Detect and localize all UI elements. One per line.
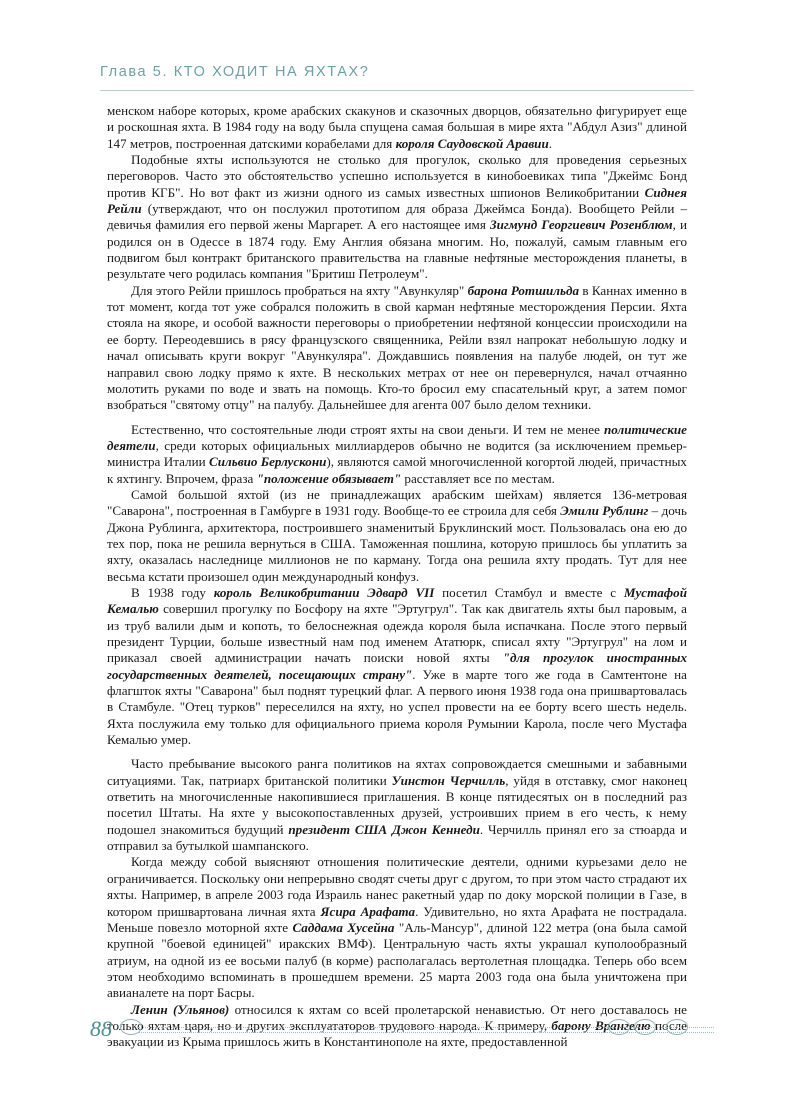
running-title: Глава 5. КТО ХОДИТ НА ЯХТАХ?: [100, 64, 370, 80]
body-paragraph: [107, 152, 687, 283]
body-paragraph: [107, 422, 687, 487]
text-run: . Удивительно, но яхта Арафата не пострадала. Меньше повезло моторной яхте: [107, 903, 688, 935]
text-run: Подобные яхты используются не столько для прогулок, сколько для проведения серьезных переговоров. Часто это обстоятельство успешно используется в кинобоевиках типа "Джеймс Бонд против КГБ". Но вот факт из жизни одного из самых известных шпионов Великобритании: [107, 152, 687, 200]
text-run: ), являются самой многочисленной когортой людей, причастных к яхтингу. Впрочем, фраза: [107, 454, 687, 486]
text-run: Самой большой яхтой (из не принадлежащих арабским шейхам) является 136-метровая "Саварона", построенная в Гамбурге в 1931 году. Вообще-то ее строила для себя: [107, 486, 687, 519]
text-run: относился к яхтам со всей пролетарской ненавистью. От него доставалось не только яхтам царя, но и других эксплуататоров трудового народа. К примеру,: [107, 1001, 687, 1033]
text-run: посетил Стамбул и вместе с: [434, 584, 624, 600]
text-run: , уйдя в отставку, смог наконец ответить на многочисленные накопившиеся приглашения. В конце пятидесятых он в последний раз посетил Штаты. На яхте у высокопоставленных друзей, устроивших прием в его честь, к нему подошел знакомиться будущий: [107, 772, 688, 837]
emphasized-name: политические деятели: [107, 421, 687, 453]
emphasized-name: Ясира Арафата: [320, 903, 416, 919]
text-run: расставляет все по местам.: [401, 470, 555, 486]
page-footer: [80, 1016, 714, 1046]
emphasized-name: Сильвио Берлускони: [209, 454, 327, 470]
text-run: менском наборе которых, кроме арабских скакунов и сказочных дворцов, обязательно фигурирует еще и роскошная яхта. В 1984 году на воду была спущена самая большая в мире яхта "Абдул Азиз" длиной 147 метров, построенная датскими корабелами для: [107, 103, 687, 151]
emphasized-name: президент США Джон Кеннеди: [288, 821, 480, 837]
body-paragraph: [107, 283, 687, 414]
text-run: . Черчилль принял его за стюарда и отправил за бутылкой шампанского.: [107, 821, 687, 854]
body-paragraph: [107, 756, 687, 854]
body-text: [107, 103, 687, 1051]
body-paragraph: [107, 103, 687, 152]
text-run: , и родился он в Одессе в 1874 году. Ему Англия обязана многим. Но, пожалуй, самым главным его подвигом был контракт британского правительства на главные нефтяные месторождения планеты, в результате чего родилась компания "Бритиш Петролеум".: [107, 217, 687, 282]
emphasized-name: барона Ротшильда: [467, 282, 580, 298]
text-run: после эвакуации из Крыма пришлось жить в Константинополе на яхте, предоставленной: [107, 1017, 687, 1050]
text-run: – дочь Джона Рублинга, архитектора, построившего знаменитый Бруклинский мост. Пользовалась она ею до тех пор, пока не решила вернуться в США. Таможенная пошлина, которую пришлось бы уплатить за яхту, оказалась наследнице миллионов не по карману. Тогда она решила яхту продать. Тут для нее весьма кстати произошел один международный конфуз.: [107, 503, 687, 584]
text-run: Для этого Рейли пришлось пробраться на яхту "Авункуляр": [131, 282, 468, 298]
page-number: 88: [90, 1016, 112, 1041]
knot-ornament-icon: [666, 1019, 688, 1035]
text-run: .: [548, 135, 553, 151]
emphasized-name: Уинстон Черчилль: [391, 772, 506, 788]
text-run: Когда между собой выясняют отношения политические деятели, одними курьезами дело не ограничивается. Поскольку они непрерывно сводят счеты друг с другом, то при этом часто страдают их яхты. Например, в апреле 2003 года Израиль нанес ракетный удар по доку морской полиции в Газе, в котором пришвартована личная яхта: [107, 854, 687, 919]
knot-ornament-icon: [120, 1019, 142, 1035]
text-run: В 1938 году: [131, 584, 214, 600]
emphasized-name: Эмили Рублинг: [560, 503, 649, 519]
text-run: "Аль-Мансур", длиной 122 метра (она была самой крупной "боевой единицей" иракских ВМФ). Центральную часть яхты украшал куполообразный атриум, на одной из ее восьми палуб (в корме) располагалась вертолетная площадка. Теперь обо всем этом необходимо вспоминать в прошедшем времени. 25 марта 2003 года она была уничтожена при авианалете на порт Басры.: [107, 919, 687, 1001]
emphasized-name: короля Саудовской Аравии: [395, 135, 549, 151]
text-run: , среди которых официальных миллиардеров обычно не водится (за исключением премьер-министра Италии: [107, 437, 687, 470]
emphasized-name: Ленин (Ульянов): [131, 1001, 230, 1017]
text-run: (утверждают, что он послужил прототипом для образа Джеймса Бонда). Вообщето Рейли – девичья фамилия его первой жены Маргарет. А его настоящее имя: [107, 201, 687, 233]
emphasized-name: барону Врангелю: [551, 1017, 651, 1033]
header-divider: [100, 90, 694, 91]
emphasized-name: "положение обязывает": [256, 470, 402, 486]
body-paragraph: [107, 487, 687, 585]
body-paragraph: [107, 585, 687, 748]
emphasized-name: Саддама Хусейна: [292, 919, 395, 935]
knot-ornament-icon: [634, 1019, 656, 1035]
text-run: Естественно, что состоятельные люди строят яхты на свои деньги. И тем не менее: [131, 421, 604, 437]
text-run: . Уже в марте того же года в Самтентоне на флагшток яхты "Саварона" был поднят турецкий флаг. А первого июня 1938 года она пришвартовалась в Стамбуле. "Отец турков" переселился на яхту, но успел провести на ее борту всего шесть недель. Яхта послужила ему только для официального приема короля Румынии Карола, после чего Мустафа Кемалью умер.: [107, 666, 687, 748]
emphasized-name: Зигмунд Георгиевич Розенблюм: [489, 217, 673, 233]
text-run: Часто пребывание высокого ранга политиков на яхтах сопровождается смешными и забавными ситуациями. Так, патриарх британской политики: [107, 756, 687, 788]
knot-ornament-icon: [608, 1019, 630, 1035]
text-run: совершил прогулку по Босфору на яхте "Эртугрул". Так как двигатель яхты был паровым, а из труб валили дым и копоть, то белоснежная одежда короля была испачкана. После этого первый президент Турции, больше известный нам под именем Ататюрк, списал яхту "Эртугрул" на лом и приказал своей администрации начать поиски новой яхты: [107, 601, 687, 666]
emphasized-name: Мустафой Кемалью: [107, 584, 688, 617]
emphasized-name: "для прогулок иностранных государственных деятелей, посещающих страну": [107, 650, 687, 682]
text-run: в Каннах именно в тот момент, когда тот уже собрался положить в свой карман нефтяные месторождения Персии. Яхта стояла на якоре, и особой важности переговоры о приобретении нефтяной концессии происходили на ее борту. Переодевшись в рясу французского священника, Рейли взял напрокат небольшую лодку и начал описывать круги вокруг "Авункуляра". Дождавшись появления на палубе людей, он тут же направил свою лодку прямо к яхте. В нескольких метрах от нее он перевернулся, начал отчаянно молотить руками по воде и звать на помощь. Кто-то бросил ему спасательный круг, а затем помог взобраться "святому отцу" на палубу. Дальнейшее для агента 007 было делом техники.: [107, 282, 687, 413]
emphasized-name: король Великобритании Эдвард VII: [213, 584, 435, 600]
emphasized-name: Сиднея Рейли: [107, 184, 687, 217]
body-paragraph: [107, 854, 687, 1001]
